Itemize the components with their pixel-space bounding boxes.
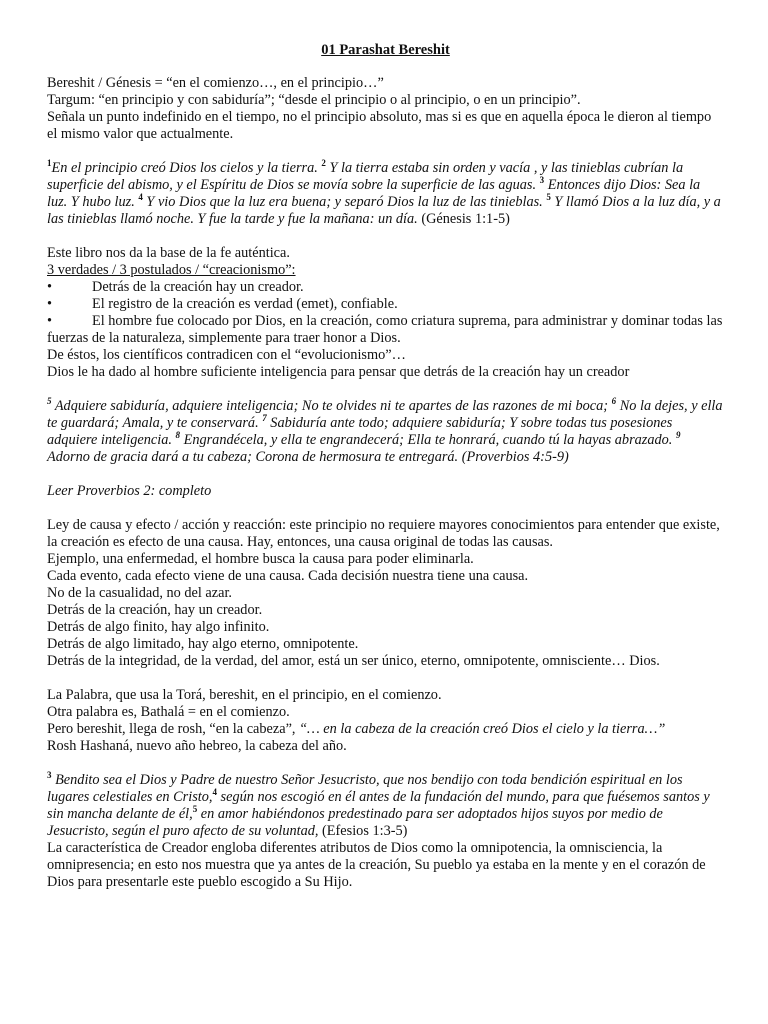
truths-line: Dios le ha dado al hombre suficiente inteligencia para pensar que detrás de la creación hay un creador <box>47 364 630 380</box>
verse-text: según nos escogió en él antes de la fundación del mundo, para que fuésemos santos y sin mancha delante de él, <box>47 789 710 822</box>
bullet-symbol: • <box>47 296 53 312</box>
verse-text: En el principio creó Dios los cielos y la tierra. <box>51 160 322 176</box>
verse-number: 8 <box>175 430 181 441</box>
ephesians-section <box>47 772 724 891</box>
causality-line: Ley de causa y efecto / acción y reacción: este principio no requiere mayores conocimientos para entender que existe, la creación es efecto de una causa. Hay, entonces, una causa original de todas las causas. <box>47 517 720 550</box>
verse-number: 7 <box>262 413 267 424</box>
truths-section <box>47 245 724 381</box>
intro-line: Bereshit / Génesis = “en el comienzo…, en el principio…” <box>47 75 384 91</box>
causality-line: Ejemplo, una enfermedad, el hombre busca la causa para poder eliminarla. <box>47 551 474 567</box>
verse-text: No la dejes, y ella te guardará; Amala, y te conservará. <box>47 398 723 431</box>
closing-paragraph: La característica de Creador engloba diferentes atributos de Dios como la omnipotencia, la omnisciencia, la omnipresencia; en esto nos muestra que ya antes de la creación, Su pueblo ya estaba en la mente y en el corazón de Dios para presentarle este pueblo escogido a Su Hijo. <box>47 840 706 890</box>
intro-line: Targum: “en principio y con sabiduría”; “desde el principio o al principio, o en un principio”. <box>47 92 581 108</box>
verse-number: 4 <box>212 787 217 798</box>
word-line: Otra palabra es, Bathalá = en el comienzo. <box>47 704 290 720</box>
verse-text: Adorno de gracia dará a tu cabeza; Corona de hermosura te entregará. (Proverbios 4:5-9) <box>47 449 569 465</box>
verse-text: Bendito sea el Dios y Padre de nuestro Señor Jesucristo, que nos bendijo con toda bendición espiritual en los lugares celestiales en Cristo, <box>47 772 683 805</box>
scripture-reference: (Efesios 1:3-5) <box>318 823 408 839</box>
word-line-plain: Pero bereshit, llega de rosh, “en la cabeza”, <box>47 721 300 737</box>
verse-number: 5 <box>192 804 198 815</box>
word-line <box>47 721 724 738</box>
verse-text: en amor habiéndonos predestinado para ser adoptados hijos suyos por medio de Jesucristo, según el puro afecto de su voluntad, <box>47 806 663 839</box>
verse-text: Y llamó Dios a la luz día, y a las tinieblas llamó noche. Y fue la tarde y fue la mañana: un día. <box>47 194 721 227</box>
verse-text: Sabiduría ante todo; adquiere sabiduría; Y sobre todas tus posesiones adquiere inteligencia. <box>47 415 673 448</box>
intro-section <box>47 75 724 143</box>
document-title: 01 Parashat Bereshit <box>321 42 450 58</box>
verse-number: 6 <box>611 396 617 407</box>
truths-line: Este libro nos da la base de la fe auténtica. <box>47 245 290 261</box>
verse-text: Adquiere sabiduría, adquiere inteligencia; No te olvides ni te apartes de las razones de mi boca; <box>51 398 612 414</box>
verse-number: 3 <box>539 175 545 186</box>
verse-number: 2 <box>321 158 326 169</box>
bullet-text: El hombre fue colocado por Dios, en la creación, como criatura suprema, para administrar y dominar todas las fuerzas de la naturaleza, simplemente para traer honor a Dios. <box>47 313 723 346</box>
causality-line: No de la casualidad, no del azar. <box>47 585 232 601</box>
verse-number: 9 <box>675 430 681 441</box>
bullet-symbol: • <box>47 279 53 295</box>
verse-text: Y la tierra estaba sin orden y vacía , y las tinieblas cubrían la superficie del abismo, y el Espíritu de Dios se movía sobre la superficie de las aguas. <box>47 160 684 193</box>
causality-line: Detrás de la creación, hay un creador. <box>47 602 263 618</box>
word-section <box>47 687 724 755</box>
read-proverbs-note: Leer Proverbios 2: completo <box>47 483 212 499</box>
verse-text: Entonces dijo Dios: Sea la luz. Y hubo luz. <box>47 177 701 210</box>
causality-line: Cada evento, cada efecto viene de una causa. Cada decisión nuestra tiene una causa. <box>47 568 529 584</box>
verse-number: 5 <box>47 396 52 407</box>
bullet-text: Detrás de la creación hay un creador. <box>92 279 304 295</box>
genesis-quote <box>47 160 724 228</box>
scripture-reference: (Génesis 1:1-5) <box>417 211 510 227</box>
causality-section <box>47 517 724 670</box>
word-line-quote: “… en la cabeza de la creación creó Dios el cielo y la tierra…” <box>299 721 666 737</box>
intro-line: Señala un punto indefinido en el tiempo, no el principio absoluto, mas si es que en aquella época le dieron al tiempo el mismo valor que actualmente. <box>47 109 712 142</box>
bullet-item <box>47 296 724 313</box>
verse-number: 3 <box>47 770 52 781</box>
verse-number: 1 <box>47 158 52 169</box>
verse-text: Y vio Dios que la luz era buena; y separó Dios la luz de las tinieblas. <box>142 194 547 210</box>
causality-line: Detrás de algo finito, hay algo infinito. <box>47 619 270 635</box>
bullet-item <box>47 313 724 347</box>
word-line: Rosh Hashaná, nuevo año hebreo, la cabeza del año. <box>47 738 347 754</box>
verse-number: 4 <box>138 192 143 203</box>
verse-text: Engrandécela, y ella te engrandecerá; Ella te honrará, cuando tú la hayas abrazado. <box>180 432 676 448</box>
truths-heading: 3 verdades / 3 postulados / “creacionismo”: <box>47 262 296 278</box>
truths-line: De éstos, los científicos contradicen con el “evolucionismo”… <box>47 347 406 363</box>
causality-line: Detrás de la integridad, de la verdad, del amor, está un ser único, eterno, omnipotente, omnisciente… Dios. <box>47 653 660 669</box>
proverbs-quote <box>47 398 724 466</box>
bullet-text: El registro de la creación es verdad (emet), confiable. <box>92 296 398 312</box>
verse-number: 5 <box>546 192 551 203</box>
causality-line: Detrás de algo limitado, hay algo eterno, omnipotente. <box>47 636 359 652</box>
word-line: La Palabra, que usa la Torá, bereshit, en el principio, en el comienzo. <box>47 687 442 703</box>
bullet-symbol: • <box>47 313 53 329</box>
bullet-item <box>47 279 724 296</box>
